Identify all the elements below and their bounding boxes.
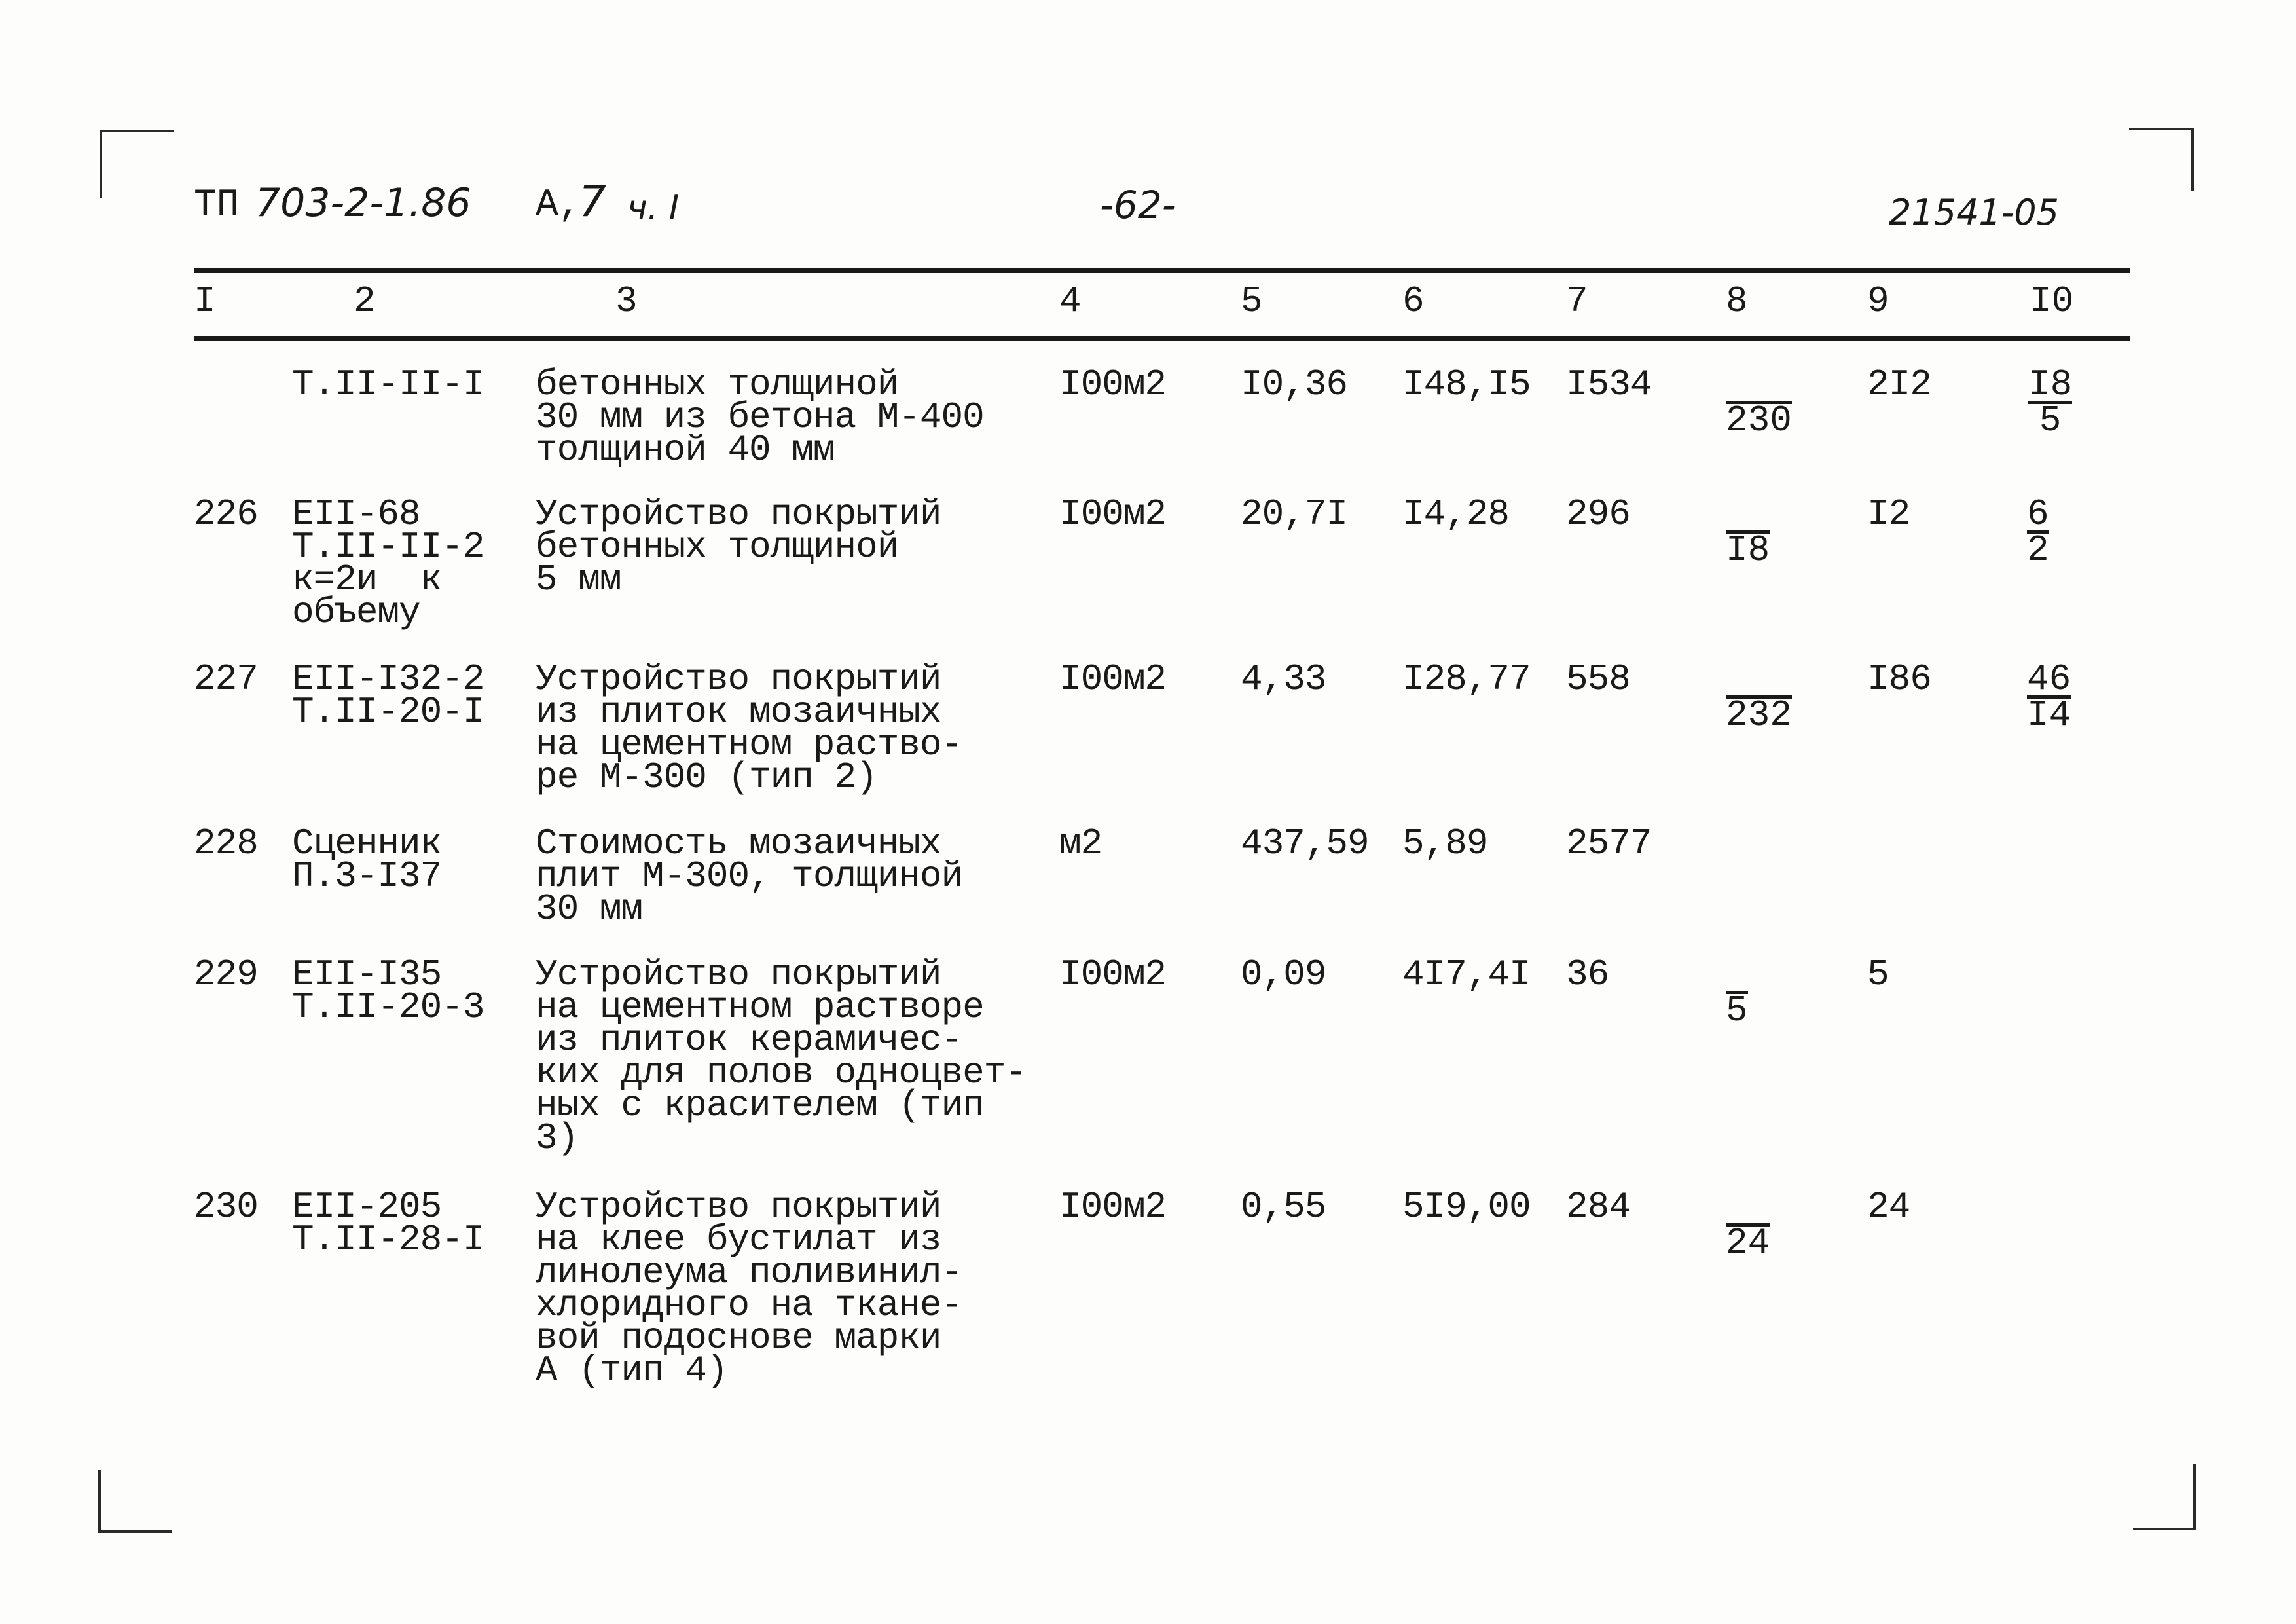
document-code: 703-2-1.86 bbox=[255, 180, 471, 226]
row-unit: I00м2 bbox=[1059, 493, 1167, 535]
row-col9: I86 bbox=[1867, 658, 1931, 700]
row-col9: 5 bbox=[1867, 953, 1889, 995]
sheet-code: 21541-05 bbox=[1889, 192, 2059, 233]
row-number: 229 bbox=[194, 953, 258, 995]
row-ref: ЕII-I32-2 Т.II-20-I bbox=[292, 658, 484, 733]
fraction-denominator: I4 bbox=[2027, 694, 2071, 736]
page-number: -62- bbox=[1100, 183, 1176, 227]
row-unit-price: 4I7,4I bbox=[1402, 953, 1531, 995]
row-col9: 2I2 bbox=[1867, 363, 1931, 405]
row-ref: ЕII-68 Т.II-II-2 к=2и к объему bbox=[292, 493, 484, 633]
column-number-7: 7 bbox=[1566, 280, 1588, 322]
row-quantity: 20,7I bbox=[1241, 493, 1348, 535]
row-unit-price: I48,I5 bbox=[1402, 363, 1531, 405]
row-description: бетонных толщиной 30 мм из бетона М-400 толщиной 40 мм bbox=[536, 363, 984, 471]
column-number-2: 2 bbox=[354, 280, 376, 322]
row-number: 227 bbox=[194, 658, 258, 700]
row-total: 2577 bbox=[1566, 822, 1652, 864]
row-ref: ЕII-I35 Т.II-20-3 bbox=[292, 953, 484, 1028]
column-number-10: I0 bbox=[2030, 280, 2074, 322]
row-unit: I00м2 bbox=[1059, 363, 1167, 405]
row-description: Стоимость мозаичных плит М-300, толщиной 30 мм bbox=[536, 822, 963, 930]
column-number-1: I bbox=[194, 280, 216, 322]
row-col8-value bbox=[1726, 1222, 1770, 1264]
column-number-9: 9 bbox=[1867, 280, 1889, 322]
fraction-denominator: 2 bbox=[2027, 529, 2049, 571]
row-col10-fraction bbox=[2027, 658, 2071, 736]
row-quantity: 0,09 bbox=[1241, 953, 1326, 995]
row-total: I534 bbox=[1566, 363, 1652, 405]
row-col8-value bbox=[1726, 989, 1748, 1031]
table-header-rule bbox=[194, 336, 2130, 341]
row-quantity: 437,59 bbox=[1241, 822, 1369, 864]
row-description: Устройство покрытий из плиток мозаичных на цементном раство- ре М-300 (тип 2) bbox=[536, 658, 963, 798]
row-description: Устройство покрытий на цементном растворе из плиток керамичес- ких для полов одноцвет- ных с красителем (тип 3) bbox=[536, 953, 1027, 1159]
fraction-numerator: 46 bbox=[2027, 658, 2071, 700]
row-unit: I00м2 bbox=[1059, 658, 1167, 700]
fraction-denominator: 5 bbox=[2028, 401, 2072, 437]
row-number: 228 bbox=[194, 822, 258, 864]
column-number-8: 8 bbox=[1726, 280, 1748, 322]
table-top-rule bbox=[194, 268, 2130, 273]
row-unit: I00м2 bbox=[1059, 953, 1167, 995]
row-col8-text: 5 bbox=[1726, 989, 1748, 1031]
corner-mark-top-right bbox=[2129, 128, 2194, 191]
row-number: 230 bbox=[194, 1186, 258, 1228]
row-quantity: 0,55 bbox=[1241, 1186, 1326, 1228]
row-total: 284 bbox=[1566, 1186, 1630, 1228]
row-col8-text: 232 bbox=[1726, 694, 1792, 736]
column-number-4: 4 bbox=[1059, 280, 1082, 322]
column-number-5: 5 bbox=[1241, 280, 1263, 322]
row-ref: ЕII-205 Т.II-28-I bbox=[292, 1186, 484, 1261]
row-ref: Сценник П.3-I37 bbox=[292, 822, 442, 897]
row-quantity: I0,36 bbox=[1241, 363, 1348, 405]
row-total: 36 bbox=[1566, 953, 1609, 995]
corner-mark-bottom-right bbox=[2133, 1464, 2196, 1530]
corner-mark-bottom-left bbox=[98, 1470, 172, 1533]
tp-label: ТП bbox=[194, 184, 240, 227]
row-col8-value bbox=[1726, 694, 1792, 736]
row-ref: Т.II-II-I bbox=[292, 363, 484, 405]
fraction-numerator: I8 bbox=[2028, 363, 2073, 405]
column-number-3: 3 bbox=[615, 280, 638, 322]
row-description: Устройство покрытий бетонных толщиной 5 мм bbox=[536, 493, 941, 600]
row-col8-value bbox=[1726, 399, 1792, 441]
row-total: 558 bbox=[1566, 658, 1630, 700]
row-col9: I2 bbox=[1867, 493, 1910, 535]
part-label: ч. I bbox=[627, 189, 680, 228]
row-unit-price: 5,89 bbox=[1402, 822, 1488, 864]
row-unit-price: I28,77 bbox=[1402, 658, 1531, 700]
row-unit-price: I4,28 bbox=[1402, 493, 1510, 535]
row-col10-fraction bbox=[2027, 493, 2049, 571]
row-unit: I00м2 bbox=[1059, 1186, 1167, 1228]
row-number: 226 bbox=[194, 493, 258, 535]
row-description: Устройство покрытий на клее бустилат из линолеума поливинил- хлоридного на ткане- вой подоснове марки А (тип 4) bbox=[536, 1186, 963, 1392]
fraction-numerator: 6 bbox=[2027, 493, 2049, 535]
row-col8-text: 24 bbox=[1726, 1222, 1770, 1264]
row-col8-value bbox=[1726, 529, 1770, 571]
album-number: 7 bbox=[579, 176, 606, 227]
album-label: А, bbox=[536, 184, 581, 227]
row-total: 296 bbox=[1566, 493, 1630, 535]
row-col8-text: 230 bbox=[1726, 399, 1792, 441]
row-col8-text: I8 bbox=[1726, 529, 1770, 571]
row-col9: 24 bbox=[1867, 1186, 1910, 1228]
row-unit-price: 5I9,00 bbox=[1402, 1186, 1531, 1228]
row-quantity: 4,33 bbox=[1241, 658, 1326, 700]
row-col10-fraction bbox=[2028, 363, 2073, 441]
column-number-6: 6 bbox=[1402, 280, 1425, 322]
corner-mark-top-left bbox=[100, 130, 174, 198]
row-unit: м2 bbox=[1059, 822, 1102, 864]
